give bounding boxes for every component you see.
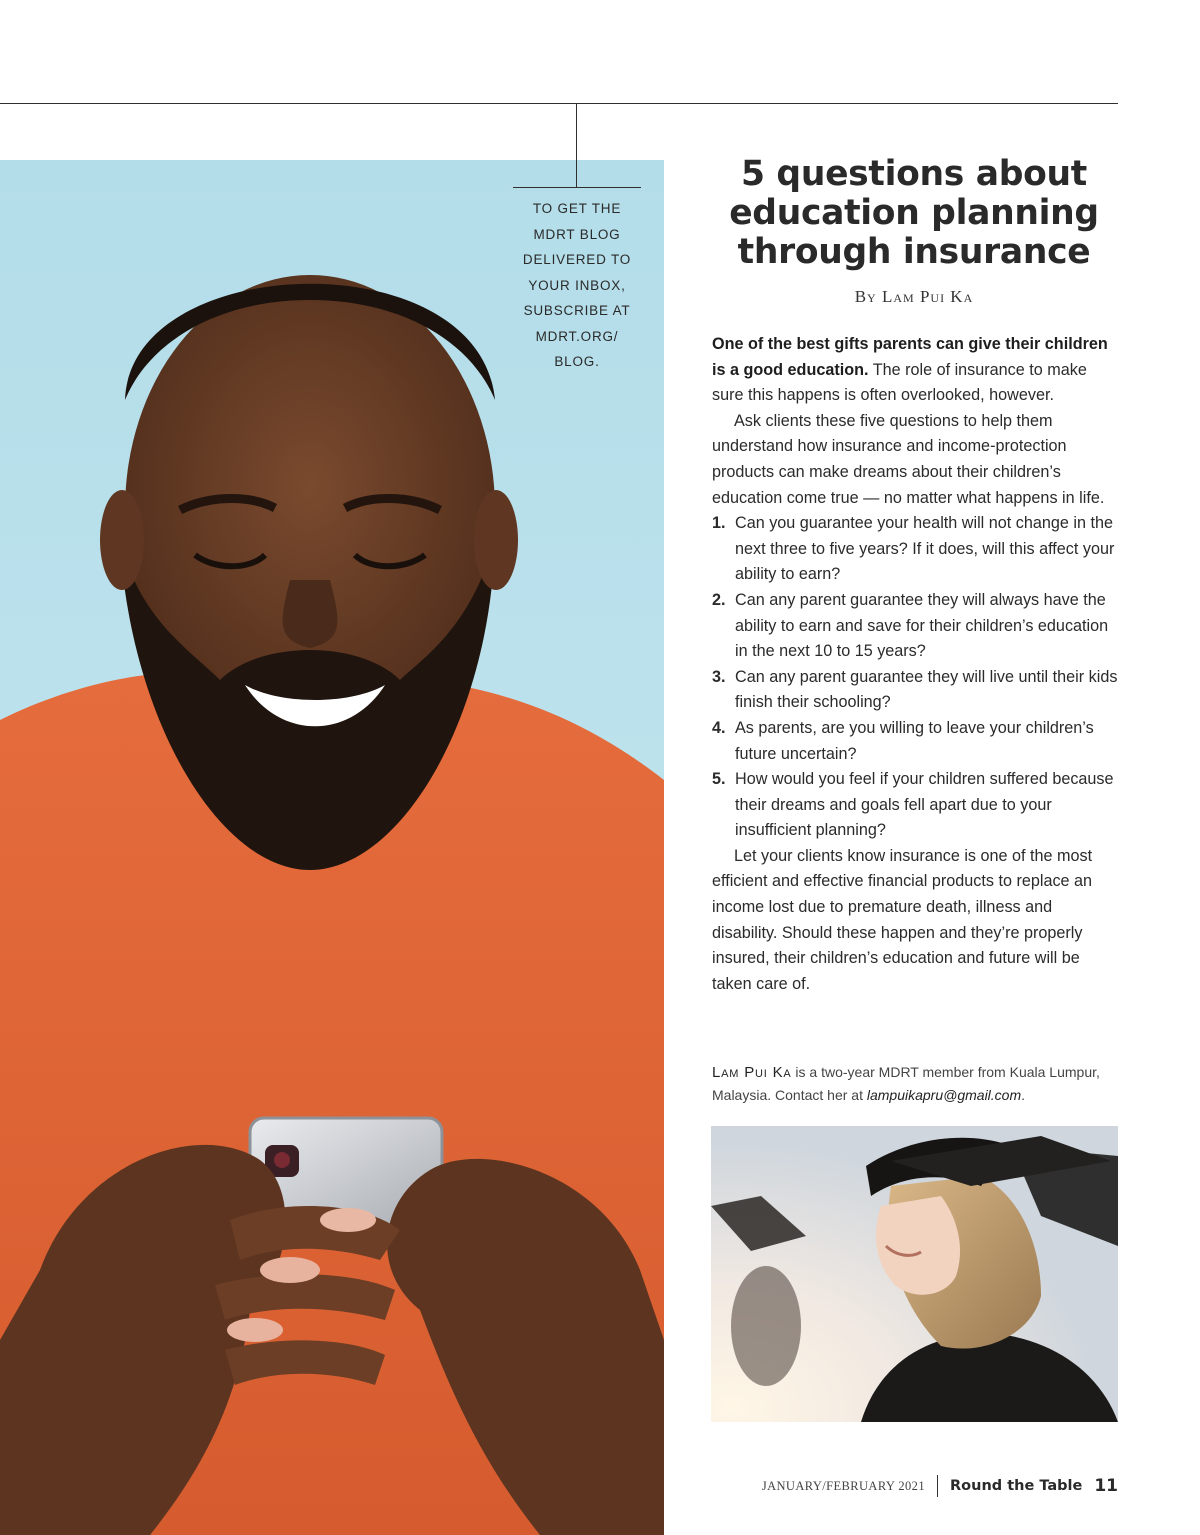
list-text: Can you guarantee your health will not change in the next three to five years? If it does, will this affect your ability to earn? [735, 514, 1115, 584]
list-item [712, 716, 1118, 767]
lead-rest: The role of insurance to make sure this happens is often overlooked, however. [712, 360, 1087, 405]
lead-bold: One of the best gifts parents can give their children is a good education. [712, 335, 1108, 379]
magazine-name: Round the Table [950, 1478, 1083, 1494]
top-rule [0, 103, 1118, 104]
intro-paragraph: Ask clients these five questions to help them understand how insurance and income-protection products can make dreams about their children’s education come true — no matter what happens in life. [712, 411, 1105, 507]
author-email-link[interactable]: lampuikapru@gmail.com [866, 1087, 1022, 1103]
list-number: 4. [712, 718, 726, 737]
blog-subscribe-callout: TO GET THE MDRT BLOG DELIVERED TO YOUR INBOX, SUBSCRIBE AT MDRT.ORG/ BLOG. [522, 201, 632, 369]
list-number: 2. [712, 590, 726, 609]
closing-paragraph: Let your clients know insurance is one of the most efficient and effective financial products to replace an income lost due to premature death, illness and disability. Should these happen and they’re properly insured, their children’s education and future will be taken care of. [712, 846, 1093, 993]
list-item [712, 767, 1118, 844]
article-headline: 5 questions about education planning through insurance [729, 154, 1099, 272]
author-bio [712, 1061, 1122, 1107]
list-text: How would you feel if your children suffered because their dreams and goals fell apart due to your insufficient planning? [735, 770, 1114, 840]
footer-divider [937, 1475, 938, 1497]
bio-end: . [1021, 1087, 1026, 1103]
list-text: Can any parent guarantee they will live until their kids finish their schooling? [735, 667, 1118, 712]
questions-list [712, 511, 1118, 844]
list-item [712, 665, 1118, 716]
callout-vertical-rule [576, 103, 577, 188]
page-footer [700, 1472, 1118, 1500]
list-text: As parents, are you willing to leave your children’s future uncertain? [735, 718, 1094, 763]
list-number: 1. [712, 514, 726, 533]
list-number: 3. [712, 667, 726, 686]
list-item [712, 588, 1118, 665]
bio-author-name: Lam Pui Ka [712, 1064, 792, 1081]
list-text: Can any parent guarantee they will always have the ability to earn and save for their children’s education in the next 10 to 15 years? [735, 590, 1109, 661]
list-number: 5. [712, 770, 726, 789]
page-number: 11 [1094, 1476, 1118, 1496]
lead-paragraph [712, 332, 1118, 409]
article-byline: By Lam Pui Ka [854, 287, 974, 306]
article-body [712, 332, 1118, 997]
issue-date: JANUARY/FEBRUARY 2021 [761, 1478, 925, 1493]
list-item [712, 511, 1118, 588]
bio-text: is a two-year MDRT member from Kuala Lumpur, Malaysia. Contact her at [712, 1064, 1100, 1103]
graduate-photo [711, 1126, 1118, 1422]
callout-horizontal-rule [513, 187, 641, 188]
